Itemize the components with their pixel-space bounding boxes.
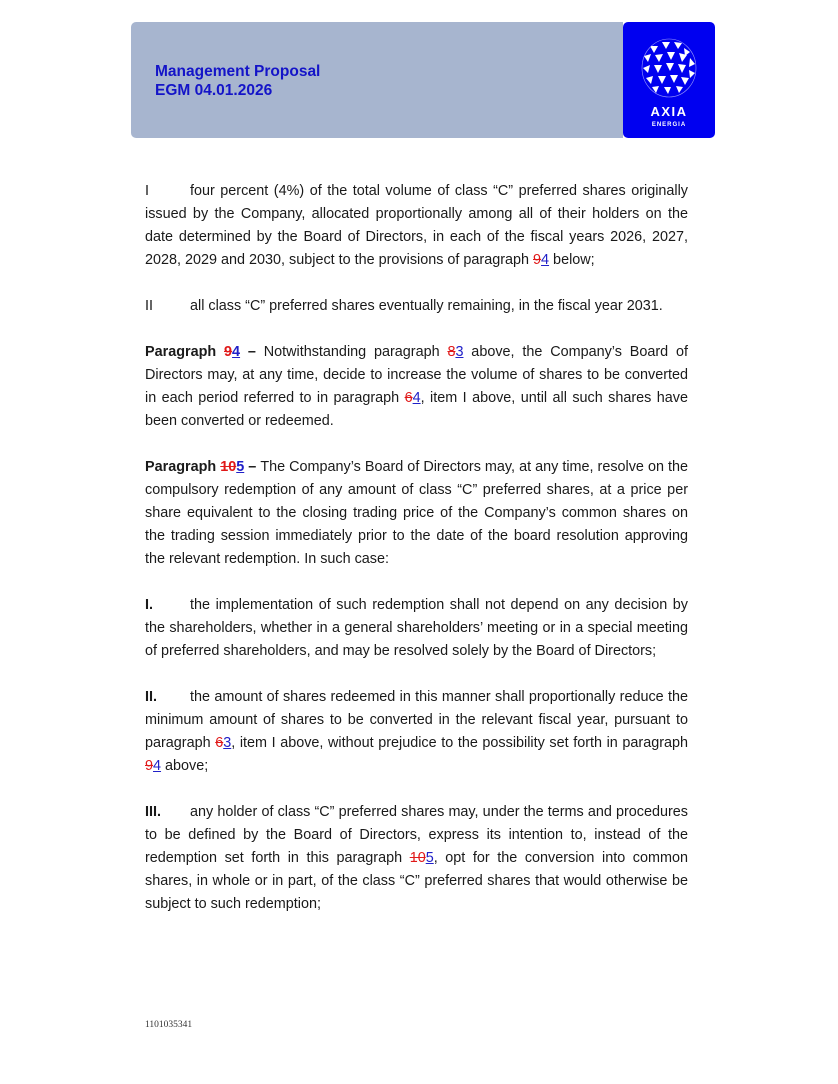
title-line-2: EGM 04.01.2026 <box>155 82 273 99</box>
paragraph-5 <box>145 456 688 571</box>
logo-subtitle: ENERGIA <box>651 122 687 128</box>
item-I <box>145 180 688 272</box>
item-text: the implementation of such redemption shall not depend on any decision by the shareholders, whether in a general shareholders’ meeting or in a special meeting of preferred shareholders, and may be resolved solely by the Board of Directors; <box>145 597 688 659</box>
inserted-text: 5 <box>236 459 245 475</box>
deleted-text: 9 <box>533 252 542 268</box>
deleted-text: 8 <box>447 344 456 360</box>
logo-wordmark: AXIA <box>650 104 688 119</box>
inserted-text: 4 <box>412 390 421 406</box>
document-code: 1101035341 <box>145 1020 193 1030</box>
item-text: any holder of class “C” preferred shares may, under the terms and procedures to be defined by the Board of Directors, express its intention to, instead of the redemption set forth in this paragraph <box>145 804 688 866</box>
item-text: four percent (4%) of the total volume of class “C” preferred shares originally issued by the Company, allocated proportionally among all of their holders on the date determined by the Board of Directors, in each of the fiscal years 2026, 2027, 2028, 2029 and 2030, subject to the provisions of paragraph <box>145 183 688 268</box>
paragraph-text: Notwithstanding paragraph <box>263 344 448 360</box>
item-number: II <box>145 298 153 314</box>
company-logo <box>623 22 715 138</box>
item-text: the amount of shares redeemed in this manner shall proportionally reduce the minimum amount of shares to be converted in the relevant fiscal year, pursuant to paragraph <box>145 689 688 751</box>
sub-item-III <box>145 801 688 916</box>
deleted-text: 6 <box>215 735 224 751</box>
item-text: , opt for the conversion into common shares, in whole or in part, of the class “C” preferred shares that would otherwise be subject to such redemption; <box>145 850 688 912</box>
item-number: I <box>145 183 149 199</box>
inserted-text: 3 <box>455 344 464 360</box>
item-number: III. <box>145 804 161 820</box>
title-line-1: Management Proposal <box>155 63 321 80</box>
inserted-text: 5 <box>425 850 434 866</box>
paragraph-dash: – <box>240 344 264 360</box>
item-number: I. <box>145 597 153 613</box>
paragraph-text: above, the Company’s Board of Directors may, at any time, decide to increase the volume of shares to be converted in each period referred to in paragraph <box>145 344 689 406</box>
deleted-text: 10 <box>220 459 237 475</box>
document-body <box>145 180 688 939</box>
inserted-text: 4 <box>153 758 162 774</box>
item-text: all class “C” preferred shares eventually remaining, in the fiscal year 2031. <box>190 298 663 314</box>
item-text: , item I above, without prejudice to the possibility set forth in paragraph <box>231 735 689 751</box>
globe-icon <box>640 38 698 98</box>
paragraph-4 <box>145 341 688 433</box>
paragraph-label: Paragraph <box>145 459 221 475</box>
deleted-text: 9 <box>224 344 233 360</box>
paragraph-text: The Company’s Board of Directors may, at any time, resolve on the compulsory redemption of any amount of class “C” preferred shares, at a price per share equivalent to the closing trading price of the Company’s common shares on the trading session immediately prior to the date of the board resolution approving the relevant redemption. In such case: <box>145 459 688 567</box>
inserted-text: 4 <box>232 344 241 360</box>
paragraph-dash: – <box>244 459 261 475</box>
inserted-text: 4 <box>541 252 550 268</box>
paragraph-label: Paragraph <box>145 344 225 360</box>
item-text: below; <box>549 252 595 268</box>
sub-item-I <box>145 594 688 663</box>
inserted-text: 3 <box>223 735 232 751</box>
deleted-text: 10 <box>409 850 426 866</box>
document-title <box>155 62 320 100</box>
header-banner <box>131 22 623 138</box>
item-number: II. <box>145 689 157 705</box>
paragraph-text: , item I above, until all such shares have been converted or redeemed. <box>145 390 688 429</box>
item-text: above; <box>161 758 209 774</box>
item-II <box>145 295 688 318</box>
deleted-text: 9 <box>145 758 154 774</box>
deleted-text: 6 <box>404 390 413 406</box>
sub-item-II <box>145 686 688 778</box>
